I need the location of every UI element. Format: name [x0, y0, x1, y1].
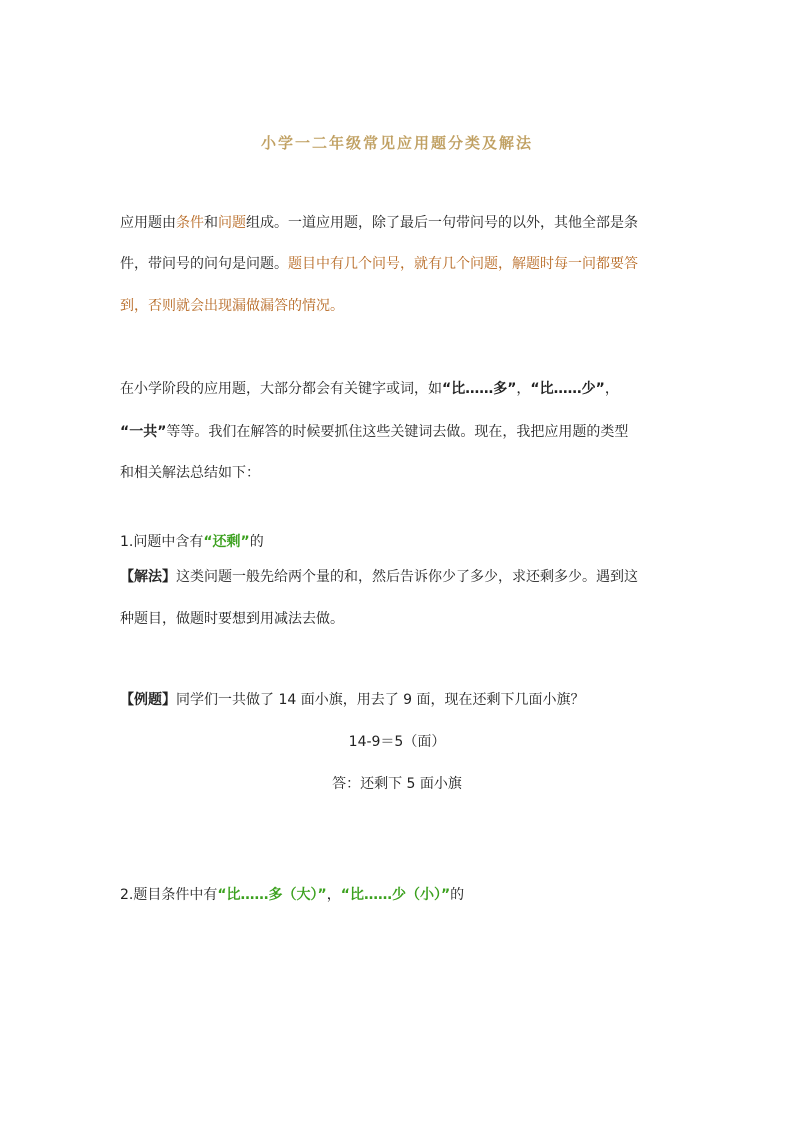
text-span: 和相关解法总结如下：: [120, 465, 260, 481]
keyword-more-than: “比……多”: [442, 381, 517, 397]
example-answer: 答：还剩下 5 面小旗: [332, 776, 462, 792]
intro-line-3: [120, 295, 344, 315]
keyword-more-bigger: “比……多（大）”: [217, 887, 327, 903]
text-span: 同学们一共做了 14 面小旗，用去了 9 面，现在还剩下几面小旗？: [176, 692, 585, 708]
section-1-method-line-2: [120, 608, 344, 628]
keywords-line-3: [120, 462, 260, 482]
keyword-question: 问题: [218, 215, 246, 231]
text-span: 等等。我们在解答的时候要抓住这些关键词去做。现在，我把应用题的类型: [166, 424, 629, 440]
section-1-method-line-1: [120, 566, 638, 586]
text-span: 在小学阶段的应用题，大部分都会有关键字或词，如: [120, 381, 442, 397]
text-span: 这类问题一般先给两个量的和，然后告诉你少了多少，求还剩多少。遇到这: [176, 569, 638, 585]
section-2-heading: [120, 884, 464, 904]
text-span: 2.题目条件中有: [120, 887, 218, 903]
keyword-less-smaller: “比……少（小）”: [340, 887, 451, 903]
text-span: ，: [516, 381, 531, 397]
text-span: 种题目，做题时要想到用减法去做。: [120, 611, 344, 627]
document-title: 小学一二年级常见应用题分类及解法: [260, 134, 533, 152]
text-span: 1.问题中含有: [120, 534, 204, 550]
keyword-total: “一共”: [120, 424, 167, 440]
highlight-rule: 题目中有几个问号，就有几个问题，解题时每一问都要答: [288, 256, 638, 272]
intro-line-2: [120, 253, 638, 273]
keyword-conditions: 条件: [176, 215, 204, 231]
example-equation: 14-9＝5（面）: [348, 734, 446, 750]
text-span: 组成。一道应用题，除了最后一句带问号的以外，其他全部是条: [246, 215, 638, 231]
text-span: 的: [450, 887, 465, 903]
text-span: ，: [326, 887, 341, 903]
text-span: 的: [249, 534, 264, 550]
text-span: 件，带问号的问句是问题。: [120, 256, 288, 272]
keywords-line-2: [120, 421, 628, 441]
keyword-remaining: “还剩”: [203, 534, 250, 550]
text-span: 和: [204, 215, 218, 231]
section-1-example: [120, 689, 585, 709]
method-label: 【解法】: [120, 569, 176, 585]
text-span: ，: [604, 381, 619, 397]
text-span: 应用题由: [120, 215, 176, 231]
intro-line-1: [120, 212, 638, 232]
section-1-heading: [120, 531, 264, 551]
example-label: 【例题】: [120, 692, 176, 708]
highlight-rule-end: 到，否则就会出现漏做漏答的情况。: [120, 298, 344, 314]
keywords-line-1: [120, 378, 619, 398]
keyword-less-than: “比……少”: [530, 381, 605, 397]
